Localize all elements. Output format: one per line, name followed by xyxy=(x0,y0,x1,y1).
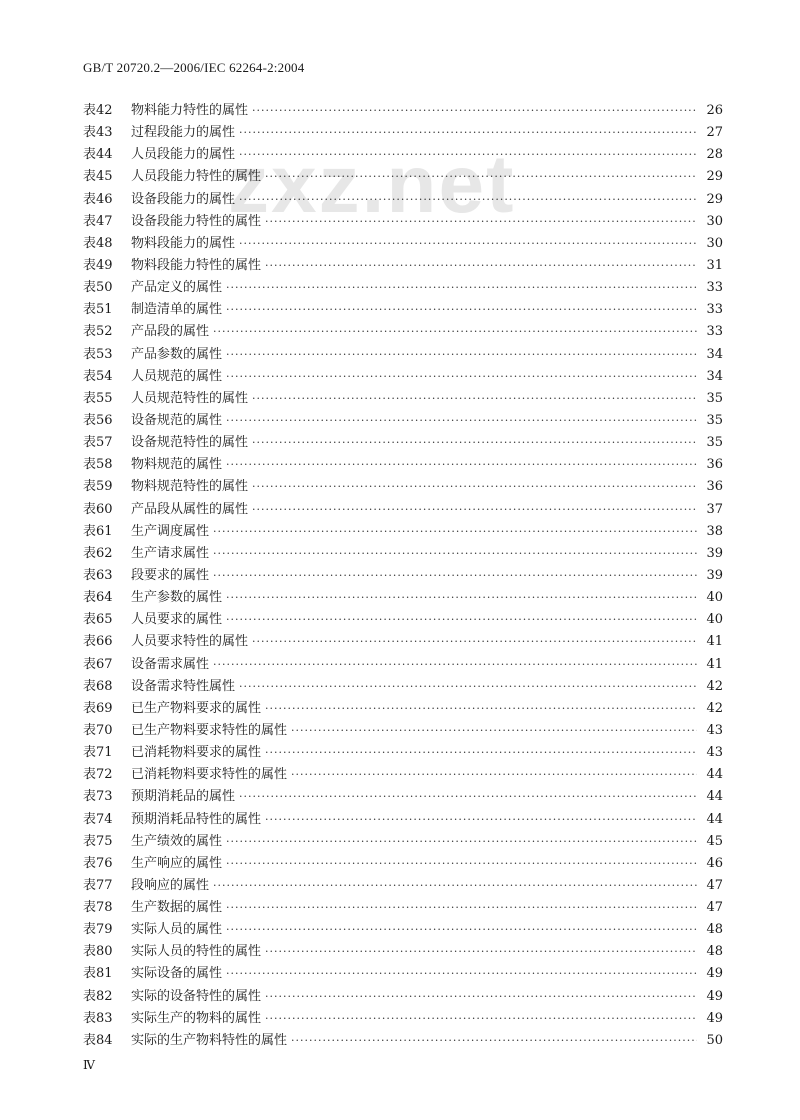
toc-leader-dots xyxy=(213,321,697,343)
toc-page-number: 42 xyxy=(706,678,723,694)
toc-table-number: 表58 xyxy=(83,457,113,473)
toc-table-number: 表77 xyxy=(83,877,113,893)
toc-table-number: 表64 xyxy=(83,590,113,606)
toc-table-title: 物料能力特性的属性 xyxy=(131,103,249,118)
toc-table-title: 设备段能力特性的属性 xyxy=(131,213,262,229)
toc-table-number: 表84 xyxy=(83,1032,113,1048)
toc-row xyxy=(83,454,723,476)
toc-leader-dots xyxy=(226,897,697,919)
toc-page-number: 44 xyxy=(706,767,723,783)
toc-leader-dots xyxy=(265,698,697,720)
toc-leader-dots xyxy=(239,189,697,211)
toc-page-number: 28 xyxy=(706,147,723,163)
toc-leader-dots xyxy=(239,122,697,144)
toc-page-number: 37 xyxy=(706,501,723,517)
toc-table-title: 实际人员的属性 xyxy=(131,922,223,938)
toc-page-number: 49 xyxy=(706,988,723,1004)
toc-page-number: 43 xyxy=(706,722,723,738)
page-number: Ⅳ xyxy=(83,1058,95,1072)
toc-table-title: 段要求的属性 xyxy=(131,567,210,583)
toc-page-number: 35 xyxy=(706,412,723,428)
toc-row xyxy=(83,1008,723,1030)
toc-table-title: 产品段的属性 xyxy=(131,324,210,340)
watermark-text: zxz.net xyxy=(228,139,516,230)
toc-leader-dots xyxy=(291,1030,697,1052)
toc-row xyxy=(83,499,723,521)
toc-table-title: 人员要求特性的属性 xyxy=(131,634,249,650)
toc-table-number: 表69 xyxy=(83,700,113,716)
toc-page-number: 31 xyxy=(706,257,723,273)
toc-table-number: 表83 xyxy=(83,1010,113,1026)
toc-leader-dots xyxy=(226,299,697,321)
toc-table-title: 设备规范的属性 xyxy=(131,412,223,428)
toc-page-number: 42 xyxy=(706,700,723,716)
toc-page-number: 35 xyxy=(706,435,723,451)
toc-row xyxy=(83,211,723,233)
toc-leader-dots xyxy=(226,410,697,432)
toc-table-title: 人员要求的属性 xyxy=(131,612,223,628)
toc-table-number: 表52 xyxy=(83,324,113,340)
toc-table-number: 表46 xyxy=(83,191,113,207)
toc-page-number: 33 xyxy=(706,302,723,318)
toc-page-number: 41 xyxy=(706,656,723,672)
toc-table-title: 物料段能力特性的属性 xyxy=(131,257,262,273)
toc-leader-dots xyxy=(291,720,697,742)
toc-table-number: 表57 xyxy=(83,435,113,451)
page-header: GB/T 20720.2—2006/IEC 62264-2:2004 xyxy=(83,60,305,75)
toc-page-number: 45 xyxy=(706,833,723,849)
toc-row xyxy=(83,344,723,366)
toc-page-number: 29 xyxy=(706,191,723,207)
toc-table-number: 表49 xyxy=(83,257,113,273)
toc-leader-dots xyxy=(213,565,697,587)
toc-table-number: 表56 xyxy=(83,412,113,428)
toc-table-number: 表70 xyxy=(83,722,113,738)
toc-table-title: 实际人员的特性的属性 xyxy=(131,944,262,960)
toc-row xyxy=(83,609,723,631)
toc-table-title: 生产数据的属性 xyxy=(131,900,223,916)
toc-row xyxy=(83,809,723,831)
toc-table-title: 产品定义的属性 xyxy=(131,280,223,296)
toc-table-title: 已生产物料要求的属性 xyxy=(131,700,262,716)
toc-table-title: 实际的生产物料特性的属性 xyxy=(131,1032,288,1048)
toc-page-number: 44 xyxy=(706,789,723,805)
toc-table-number: 表68 xyxy=(83,678,113,694)
toc-page-number: 30 xyxy=(706,235,723,251)
table-of-contents xyxy=(83,100,723,1052)
toc-row xyxy=(83,831,723,853)
toc-row xyxy=(83,919,723,941)
toc-leader-dots xyxy=(239,144,697,166)
toc-page-number: 27 xyxy=(706,125,723,141)
toc-table-title: 段响应的属性 xyxy=(131,877,210,893)
toc-leader-dots xyxy=(213,654,697,676)
toc-page-number: 41 xyxy=(706,634,723,650)
toc-row xyxy=(83,764,723,786)
toc-table-title: 人员规范的属性 xyxy=(131,368,223,384)
toc-row xyxy=(83,299,723,321)
toc-table-number: 表66 xyxy=(83,634,113,650)
toc-table-title: 已消耗物料要求的属性 xyxy=(131,745,262,761)
toc-table-number: 表53 xyxy=(83,346,113,362)
toc-table-title: 设备规范特性的属性 xyxy=(131,435,249,451)
toc-leader-dots xyxy=(239,676,697,698)
toc-table-number: 表60 xyxy=(83,501,113,517)
toc-leader-dots xyxy=(265,809,697,831)
toc-leader-dots xyxy=(265,986,697,1008)
toc-page-number: 39 xyxy=(706,567,723,583)
toc-leader-dots xyxy=(213,875,697,897)
toc-table-title: 预期消耗品特性的属性 xyxy=(131,811,262,827)
toc-table-title: 预期消耗品的属性 xyxy=(131,789,236,805)
toc-table-number: 表81 xyxy=(83,966,113,982)
toc-table-number: 表54 xyxy=(83,368,113,384)
toc-leader-dots xyxy=(252,476,697,498)
toc-table-title: 物料段能力的属性 xyxy=(131,235,236,251)
toc-page-number: 48 xyxy=(706,922,723,938)
toc-table-number: 表74 xyxy=(83,811,113,827)
toc-table-number: 表76 xyxy=(83,855,113,871)
toc-row xyxy=(83,565,723,587)
toc-leader-dots xyxy=(252,432,697,454)
toc-table-number: 表48 xyxy=(83,235,113,251)
toc-row xyxy=(83,388,723,410)
toc-row xyxy=(83,1030,723,1052)
toc-table-title: 人员段能力的属性 xyxy=(131,147,236,163)
toc-leader-dots xyxy=(213,521,697,543)
toc-page-number: 38 xyxy=(706,523,723,539)
toc-table-title: 生产响应的属性 xyxy=(131,855,223,871)
toc-leader-dots xyxy=(291,764,697,786)
toc-row xyxy=(83,100,723,122)
toc-row xyxy=(83,875,723,897)
toc-table-title: 产品段从属性的属性 xyxy=(131,501,249,517)
toc-page-number: 26 xyxy=(706,103,723,118)
toc-table-title: 已消耗物料要求特性的属性 xyxy=(131,767,288,783)
toc-table-number: 表73 xyxy=(83,789,113,805)
toc-leader-dots xyxy=(226,366,697,388)
toc-row xyxy=(83,233,723,255)
toc-table-title: 生产调度属性 xyxy=(131,523,210,539)
toc-page-number: 44 xyxy=(706,811,723,827)
toc-leader-dots xyxy=(265,742,697,764)
toc-leader-dots xyxy=(226,344,697,366)
toc-table-title: 人员规范特性的属性 xyxy=(131,390,249,406)
toc-page-number: 36 xyxy=(706,457,723,473)
toc-page-number: 33 xyxy=(706,324,723,340)
toc-row xyxy=(83,277,723,299)
toc-leader-dots xyxy=(265,1008,697,1030)
toc-table-title: 物料规范的属性 xyxy=(131,457,223,473)
toc-row xyxy=(83,963,723,985)
toc-table-number: 表82 xyxy=(83,988,113,1004)
toc-page-number: 40 xyxy=(706,590,723,606)
toc-table-number: 表75 xyxy=(83,833,113,849)
toc-leader-dots xyxy=(213,543,697,565)
toc-row xyxy=(83,631,723,653)
toc-table-number: 表63 xyxy=(83,567,113,583)
toc-row xyxy=(83,432,723,454)
toc-table-number: 表61 xyxy=(83,523,113,539)
toc-table-number: 表65 xyxy=(83,612,113,628)
toc-page-number: 43 xyxy=(706,745,723,761)
toc-table-title: 生产参数的属性 xyxy=(131,590,223,606)
toc-table-title: 实际设备的属性 xyxy=(131,966,223,982)
toc-table-title: 实际生产的物料的属性 xyxy=(131,1010,262,1026)
toc-table-number: 表67 xyxy=(83,656,113,672)
toc-row xyxy=(83,941,723,963)
toc-table-title: 过程段能力的属性 xyxy=(131,125,236,141)
toc-page-number: 47 xyxy=(706,877,723,893)
toc-table-title: 物料规范特性的属性 xyxy=(131,479,249,495)
toc-leader-dots xyxy=(265,211,697,233)
toc-row xyxy=(83,189,723,211)
toc-table-number: 表78 xyxy=(83,900,113,916)
toc-leader-dots xyxy=(265,941,697,963)
toc-row xyxy=(83,853,723,875)
toc-table-number: 表79 xyxy=(83,922,113,938)
toc-table-number: 表43 xyxy=(83,125,113,141)
toc-row xyxy=(83,587,723,609)
toc-row xyxy=(83,742,723,764)
toc-table-number: 表45 xyxy=(83,169,113,185)
toc-page-number: 40 xyxy=(706,612,723,628)
toc-table-number: 表72 xyxy=(83,767,113,783)
toc-table-number: 表55 xyxy=(83,390,113,406)
toc-leader-dots xyxy=(226,963,697,985)
toc-leader-dots xyxy=(226,609,697,631)
toc-row xyxy=(83,166,723,188)
toc-table-number: 表62 xyxy=(83,545,113,561)
toc-row xyxy=(83,698,723,720)
toc-leader-dots xyxy=(226,454,697,476)
toc-leader-dots xyxy=(252,388,697,410)
toc-table-number: 表71 xyxy=(83,745,113,761)
toc-row xyxy=(83,476,723,498)
toc-row xyxy=(83,122,723,144)
toc-page-number: 39 xyxy=(706,545,723,561)
toc-table-title: 人员段能力特性的属性 xyxy=(131,169,262,185)
toc-row xyxy=(83,654,723,676)
toc-page-number: 50 xyxy=(706,1032,723,1048)
toc-leader-dots xyxy=(252,100,697,122)
toc-leader-dots xyxy=(226,919,697,941)
toc-leader-dots xyxy=(252,631,697,653)
toc-page-number: 30 xyxy=(706,213,723,229)
toc-table-title: 实际的设备特性的属性 xyxy=(131,988,262,1004)
toc-row xyxy=(83,521,723,543)
toc-row xyxy=(83,897,723,919)
toc-row xyxy=(83,720,723,742)
toc-leader-dots xyxy=(252,499,697,521)
toc-leader-dots xyxy=(265,166,697,188)
toc-page-number: 46 xyxy=(706,855,723,871)
toc-leader-dots xyxy=(265,255,697,277)
toc-leader-dots xyxy=(226,587,697,609)
toc-table-number: 表44 xyxy=(83,147,113,163)
toc-table-number: 表47 xyxy=(83,213,113,229)
toc-row xyxy=(83,144,723,166)
toc-row xyxy=(83,321,723,343)
toc-row xyxy=(83,543,723,565)
toc-page-number: 34 xyxy=(706,368,723,384)
toc-table-number: 表51 xyxy=(83,302,113,318)
toc-row xyxy=(83,410,723,432)
toc-table-title: 生产请求属性 xyxy=(131,545,210,561)
toc-page-number: 48 xyxy=(706,944,723,960)
toc-page-number: 33 xyxy=(706,280,723,296)
toc-row xyxy=(83,986,723,1008)
toc-table-title: 已生产物料要求特性的属性 xyxy=(131,722,288,738)
toc-page-number: 29 xyxy=(706,169,723,185)
toc-row xyxy=(83,676,723,698)
toc-table-title: 制造清单的属性 xyxy=(131,302,223,318)
toc-table-number: 表42 xyxy=(83,103,113,118)
toc-table-title: 产品参数的属性 xyxy=(131,346,223,362)
toc-page-number: 49 xyxy=(706,966,723,982)
toc-leader-dots xyxy=(226,277,697,299)
toc-row xyxy=(83,255,723,277)
toc-leader-dots xyxy=(226,831,697,853)
toc-table-title: 设备需求属性 xyxy=(131,656,210,672)
toc-table-number: 表59 xyxy=(83,479,113,495)
toc-leader-dots xyxy=(226,853,697,875)
toc-page-number: 49 xyxy=(706,1010,723,1026)
toc-page-number: 36 xyxy=(706,479,723,495)
toc-row xyxy=(83,366,723,388)
toc-page-number: 34 xyxy=(706,346,723,362)
toc-leader-dots xyxy=(239,786,697,808)
toc-table-number: 表80 xyxy=(83,944,113,960)
toc-row xyxy=(83,786,723,808)
toc-table-number: 表50 xyxy=(83,280,113,296)
toc-page-number: 35 xyxy=(706,390,723,406)
toc-leader-dots xyxy=(239,233,697,255)
toc-table-title: 设备需求特性属性 xyxy=(131,678,236,694)
toc-page-number: 47 xyxy=(706,900,723,916)
toc-table-title: 设备段能力的属性 xyxy=(131,191,236,207)
toc-table-title: 生产绩效的属性 xyxy=(131,833,223,849)
